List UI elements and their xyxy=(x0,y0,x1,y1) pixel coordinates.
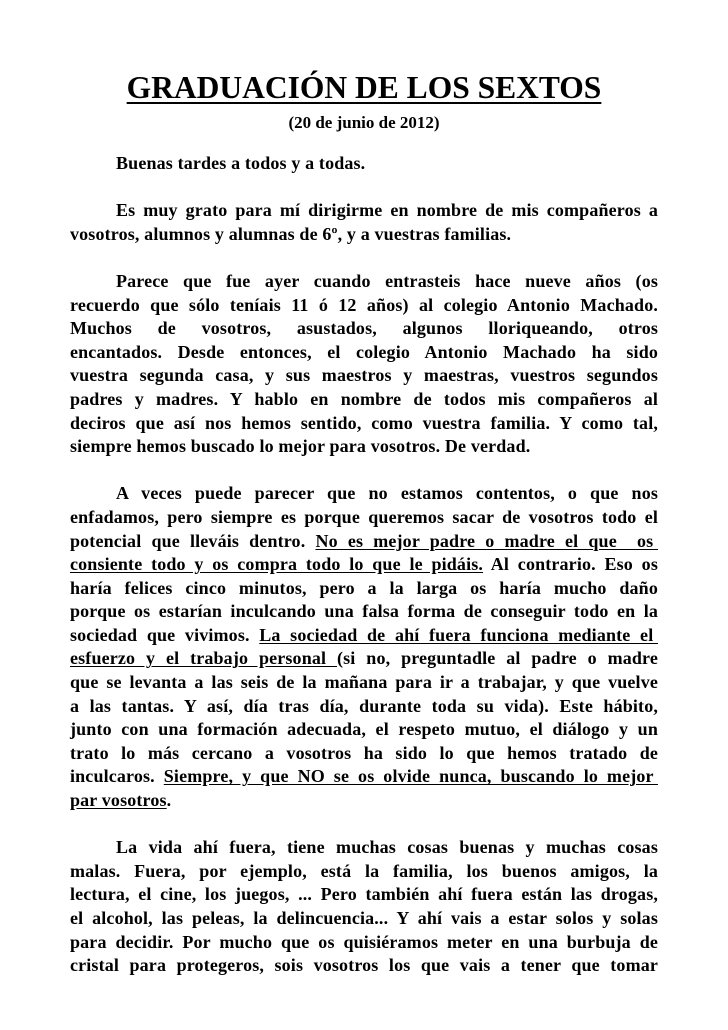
document-body xyxy=(70,152,658,978)
paragraph-2-line: encantados. Desde entonces, el colegio Antonio Machado ha sido xyxy=(70,341,658,362)
paragraph-gap xyxy=(70,459,658,483)
document-title: GRADUACIÓN DE LOS SEXTOS xyxy=(126,70,602,105)
paragraph-1-line: Es muy grato para mí dirigirme en nombre de mis compañeros a xyxy=(116,200,658,221)
paragraph-3-line xyxy=(70,553,658,577)
underlined-text: esfuerzo y el trabajo personal xyxy=(70,648,337,669)
paragraph-3-line xyxy=(70,647,658,671)
paragraph-2-line: padres y madres. Y hablo en nombre de todos mis compañeros al xyxy=(70,388,658,409)
text-segment: (si no, preguntadle al padre o madre xyxy=(337,648,658,669)
text-segment: inculcaros. xyxy=(70,766,164,787)
paragraph-4-line: La vida ahí fuera, tiene muchas cosas buenas y muchas cosas xyxy=(116,837,658,858)
paragraph-3-line: A veces puede parecer que no estamos contentos, o que nos xyxy=(116,483,658,504)
paragraph-4-line: lectura, el cine, los juegos, ... Pero también ahí fuera están las drogas, xyxy=(70,884,658,905)
paragraph-2-line: siempre hemos buscado lo mejor para vosotros. De verdad. xyxy=(70,436,531,457)
paragraph-3-line xyxy=(70,765,658,789)
paragraph-2-line: Muchos de vosotros, asustados, algunos lloriqueando, otros xyxy=(70,318,658,339)
underlined-text: No es mejor padre o madre el que os xyxy=(315,530,658,551)
document-date: (20 de junio de 2012) xyxy=(288,113,440,132)
greeting-line: Buenas tardes a todos y a todas. xyxy=(116,153,366,173)
paragraph-1-line: vosotros, alumnos y alumnas de 6º, y a vuestras familias. xyxy=(70,223,512,244)
paragraph-3-line xyxy=(70,789,658,813)
text-segment: Al contrario. Eso os xyxy=(483,554,658,575)
paragraph-gap xyxy=(70,813,658,837)
paragraph-2-line: Parece que fue ayer cuando entrasteis hace nueve años (os xyxy=(116,270,658,291)
paragraph-3-line: a las tantas. Y así, día tras día, durante toda su vida). Este hábito, xyxy=(70,695,658,716)
paragraph-gap xyxy=(70,246,658,270)
paragraph-4-line: el alcohol, las peleas, la delincuencia... Y ahí vais a estar solos y solas xyxy=(70,908,658,928)
paragraph-3-line: porque os estarían inculcando una falsa forma de conseguir todo en la xyxy=(70,601,658,622)
paragraph-3-line: trato lo más cercano a vosotros ha sido lo que hemos tratado de xyxy=(70,742,658,763)
text-segment: sociedad que vivimos. xyxy=(70,624,260,645)
paragraph-3-line xyxy=(70,530,658,554)
text-segment: potencial que lleváis dentro. xyxy=(70,530,316,551)
underlined-text: consiente todo y os compra todo lo que le pidáis. xyxy=(70,554,484,575)
underlined-text: Siempre, y que NO se os olvide nunca, buscando lo mejor xyxy=(163,766,658,787)
paragraph-3-line: haría felices cinco minutos, pero a la larga os haría mucho daño xyxy=(70,577,658,598)
text-segment: . xyxy=(166,790,172,811)
paragraph-3-line xyxy=(70,624,658,648)
paragraph-gap xyxy=(70,176,658,200)
paragraph-4-line: cristal para protegeros, sois vosotros los que vais a tener que tomar xyxy=(70,955,658,976)
paragraph-4-line: para decidir. Por mucho que os quisiéramos meter en una burbuja de xyxy=(70,931,658,952)
paragraph-4-line: malas. Fuera, por ejemplo, está la familia, los buenos amigos, la xyxy=(70,860,658,881)
underlined-text: par vosotros xyxy=(70,790,167,811)
paragraph-3-line: enfadamos, pero siempre es porque queremos sacar de vosotros todo el xyxy=(70,506,658,527)
paragraph-3-line: que se levanta a las seis de la mañana para ir a trabajar, y que vuelve xyxy=(70,672,658,693)
paragraph-3-line: junto con una formación adecuada, el respeto mutuo, el diálogo y un xyxy=(70,719,658,740)
paragraph-2-line: recuerdo que sólo teníais 11 ó 12 años) al colegio Antonio Machado. xyxy=(70,294,658,315)
underlined-text: La sociedad de ahí fuera funciona mediante el xyxy=(259,624,658,645)
paragraph-2-line: deciros que así nos hemos sentido, como vuestra familia. Y como tal, xyxy=(70,412,658,433)
paragraph-2-line: vuestra segunda casa, y sus maestros y maestras, vuestros segundos xyxy=(70,365,658,386)
